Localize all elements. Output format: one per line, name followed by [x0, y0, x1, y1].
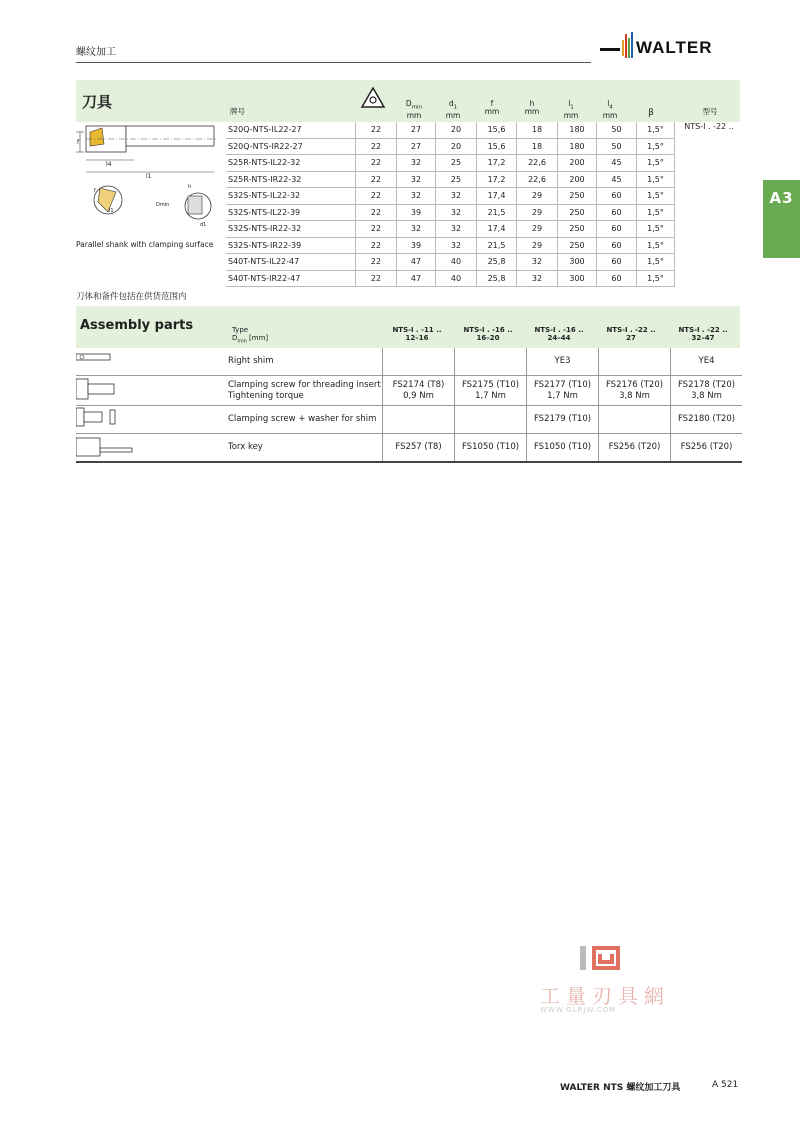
- h-cell: 22,6: [517, 171, 558, 188]
- l4-cell: 50: [597, 122, 637, 138]
- type-cell: [675, 204, 744, 221]
- l1-cell: 250: [558, 237, 597, 254]
- dmin-cell: 32: [397, 155, 436, 172]
- part-number-cell: [599, 406, 671, 434]
- l1-cell: 250: [558, 204, 597, 221]
- header-category: 螺纹加工: [76, 47, 116, 58]
- part-number-cell: FS1050 (T10): [527, 434, 599, 463]
- torx-key-icon: [76, 434, 228, 463]
- l1-cell: 250: [558, 188, 597, 205]
- beta-cell: 1,5°: [637, 237, 675, 254]
- beta-cell: 1,5°: [637, 188, 675, 205]
- col-f: f mm: [484, 99, 500, 116]
- designation-cell: S20Q-NTS-IL22-27: [226, 122, 356, 138]
- side-tab-label: A3: [769, 189, 794, 207]
- assembly-row: [76, 434, 742, 463]
- watermark-url: WWW.GLRJW.COM: [540, 1006, 617, 1014]
- designation-cell: S25R-NTS-IL22-32: [226, 155, 356, 172]
- designation-cell: S40T-NTS-IL22-47: [226, 254, 356, 271]
- h-cell: 29: [517, 237, 558, 254]
- dim-h-label: h: [188, 184, 192, 190]
- col-beta: β: [648, 108, 654, 118]
- l1-cell: 300: [558, 270, 597, 287]
- dim-l1-label: l1: [146, 173, 152, 180]
- type-label: Type $D_{min}$ [mm]: [232, 326, 269, 345]
- tool-row: [226, 254, 743, 271]
- assembly-parts-table: [76, 348, 742, 463]
- part-number-cell: FS2179 (T10): [527, 406, 599, 434]
- designation-cell: S40T-NTS-IR22-47: [226, 270, 356, 287]
- tool-row: [226, 122, 743, 138]
- part-number-cell: [455, 348, 527, 376]
- part-number-cell: FS2176 (T20) 3,8 Nm: [599, 376, 671, 406]
- f-cell: 17,2: [477, 155, 517, 172]
- assembly-col-header: NTS-I . -16 .. 24–44: [534, 326, 584, 342]
- page-number: A 521: [712, 1080, 739, 1090]
- f-cell: 25,8: [477, 270, 517, 287]
- d1-cell: 20: [436, 122, 477, 138]
- insert-cell: 22: [356, 221, 397, 238]
- tool-row: [226, 270, 743, 287]
- dmin-cell: 27: [397, 138, 436, 155]
- h-cell: 32: [517, 270, 558, 287]
- f-cell: 15,6: [477, 122, 517, 138]
- insert-triangle-icon: [360, 86, 386, 110]
- l1-cell: 180: [558, 122, 597, 138]
- header-rule: [76, 62, 591, 63]
- beta-cell: 1,5°: [637, 171, 675, 188]
- l4-cell: 60: [597, 188, 637, 205]
- type-cell: [675, 270, 744, 287]
- beta-cell: 1,5°: [637, 270, 675, 287]
- logo-text: WALTER: [636, 38, 713, 57]
- assembly-col-header: NTS-I . -22 .. 32–47: [678, 326, 728, 342]
- l4-cell: 60: [597, 221, 637, 238]
- type-cell: [675, 171, 744, 188]
- f-cell: 15,6: [477, 138, 517, 155]
- footer-title: WALTER NTS 螺纹加工刀具: [560, 1083, 681, 1093]
- col-designation: 牌号: [230, 107, 245, 116]
- screw-washer-icon: [76, 406, 228, 434]
- type-cell: [675, 254, 744, 271]
- dim-f-label: f: [77, 139, 80, 146]
- insert-cell: 22: [356, 188, 397, 205]
- part-number-cell: YE4: [671, 348, 743, 376]
- h-cell: 18: [517, 138, 558, 155]
- part-number-cell: [383, 348, 455, 376]
- part-number-cell: FS256 (T20): [671, 434, 743, 463]
- tool-row: [226, 204, 743, 221]
- dmin-cell: 39: [397, 204, 436, 221]
- f-cell: 17,4: [477, 221, 517, 238]
- h-cell: 32: [517, 254, 558, 271]
- assembly-row: [76, 406, 742, 434]
- clamping-screw-icon: [76, 376, 228, 406]
- assembly-col-header: NTS-I . -11 .. 12–16: [392, 326, 442, 342]
- section2-title: Assembly parts: [80, 318, 194, 333]
- beta-cell: 1,5°: [637, 122, 675, 138]
- type-cell: [675, 221, 744, 238]
- part-name: Clamping screw + washer for shim: [228, 414, 377, 424]
- beta-cell: 1,5°: [637, 221, 675, 238]
- dim-d1-label: d1: [200, 222, 207, 228]
- dmin-cell: 27: [397, 122, 436, 138]
- walter-logo: [600, 26, 740, 62]
- part-name: Clamping screw for threading insert Tightening torque: [228, 379, 381, 401]
- col-h: h mm: [524, 99, 540, 116]
- type-cell: [675, 138, 744, 155]
- l4-cell: 45: [597, 171, 637, 188]
- part-number-cell: FS2177 (T10) 1,7 Nm: [527, 376, 599, 406]
- side-tab: [763, 180, 800, 258]
- f-cell: 17,4: [477, 188, 517, 205]
- beta-cell: 1,5°: [637, 204, 675, 221]
- assembly-row: [76, 376, 742, 406]
- l1-cell: 250: [558, 221, 597, 238]
- d1-cell: 25: [436, 155, 477, 172]
- dmin-cell: 32: [397, 171, 436, 188]
- watermark-logo: [578, 944, 624, 972]
- designation-cell: S32S-NTS-IR22-32: [226, 221, 356, 238]
- part-number-cell: YE3: [527, 348, 599, 376]
- designation-cell: S32S-NTS-IL22-39: [226, 204, 356, 221]
- part-number-cell: [455, 406, 527, 434]
- insert-cell: 22: [356, 237, 397, 254]
- dmin-cell: 32: [397, 188, 436, 205]
- h-cell: 29: [517, 204, 558, 221]
- designation-cell: S25R-NTS-IR22-32: [226, 171, 356, 188]
- part-number-cell: FS1050 (T10): [455, 434, 527, 463]
- l1-cell: 200: [558, 155, 597, 172]
- col-l4: $l_4$ mm: [602, 99, 618, 120]
- dim-f-small-label: f: [94, 188, 96, 194]
- l4-cell: 60: [597, 254, 637, 271]
- part-number-cell: FS256 (T20): [599, 434, 671, 463]
- beta-cell: 1,5°: [637, 138, 675, 155]
- part-name: Torx key: [228, 442, 263, 452]
- dmin-cell: 32: [397, 221, 436, 238]
- drawing-caption: Parallel shank with clamping surface: [76, 240, 214, 249]
- part-number-cell: FS2175 (T10) 1,7 Nm: [455, 376, 527, 406]
- col-type: 型号: [702, 107, 718, 116]
- tool-row: [226, 171, 743, 188]
- d1-cell: 40: [436, 254, 477, 271]
- d1-cell: 32: [436, 221, 477, 238]
- f-cell: 25,8: [477, 254, 517, 271]
- l4-cell: 60: [597, 237, 637, 254]
- designation-cell: S32S-NTS-IR22-39: [226, 237, 356, 254]
- part-number-cell: FS2178 (T20) 3,8 Nm: [671, 376, 743, 406]
- part-number-cell: [599, 348, 671, 376]
- l1-cell: 300: [558, 254, 597, 271]
- insert-cell: 22: [356, 138, 397, 155]
- designation-cell: S32S-NTS-IL22-32: [226, 188, 356, 205]
- l4-cell: 60: [597, 270, 637, 287]
- dmin-cell: 47: [397, 254, 436, 271]
- f-cell: 17,2: [477, 171, 517, 188]
- d1-cell: 25: [436, 171, 477, 188]
- l4-cell: 50: [597, 138, 637, 155]
- tool-row: [226, 138, 743, 155]
- insert-cell: 22: [356, 155, 397, 172]
- tool-row: [226, 237, 743, 254]
- insert-cell: 22: [356, 171, 397, 188]
- assembly-col-header: NTS-I . -22 .. 27: [606, 326, 656, 342]
- shim-icon: [76, 348, 228, 376]
- beta-cell: 1,5°: [637, 155, 675, 172]
- insert-cell: 22: [356, 270, 397, 287]
- d1-cell: 32: [436, 237, 477, 254]
- col-d1: $d_1$ mm: [445, 99, 461, 120]
- h-cell: 29: [517, 188, 558, 205]
- col-dmin: $D_{min}$ mm: [405, 99, 423, 120]
- tool-drawing: [76, 122, 221, 232]
- tool-row: [226, 155, 743, 172]
- l1-cell: 200: [558, 171, 597, 188]
- type-cell: [675, 155, 744, 172]
- section1-title: 刀具: [82, 93, 113, 111]
- h-cell: 18: [517, 122, 558, 138]
- d1-cell: 32: [436, 188, 477, 205]
- l4-cell: 45: [597, 155, 637, 172]
- watermark-text: 工量刃具網: [540, 984, 670, 1008]
- dim-dmin-label: Dmin: [156, 202, 170, 208]
- d1-cell: 40: [436, 270, 477, 287]
- insert-cell: 22: [356, 204, 397, 221]
- tool-row: [226, 221, 743, 238]
- type-cell: [675, 237, 744, 254]
- part-number-cell: FS2180 (T20): [671, 406, 743, 434]
- assembly-col-header: NTS-I . -16 .. 16–20: [463, 326, 513, 342]
- delivery-note: 刀体和备件包括在供货范围内: [76, 292, 187, 302]
- d1-cell: 20: [436, 138, 477, 155]
- tool-spec-table: [226, 122, 743, 287]
- dmin-cell: 39: [397, 237, 436, 254]
- h-cell: 22,6: [517, 155, 558, 172]
- d1-cell: 32: [436, 204, 477, 221]
- dmin-cell: 47: [397, 270, 436, 287]
- tool-row: [226, 188, 743, 205]
- col-l1: $l_1$ mm: [563, 99, 579, 120]
- type-cell: NTS-I . -22 ..: [684, 122, 734, 131]
- l1-cell: 180: [558, 138, 597, 155]
- assembly-row: [76, 348, 742, 376]
- type-cell: [675, 188, 744, 205]
- dim-l4-label: l4: [106, 161, 112, 168]
- f-cell: 21,5: [477, 237, 517, 254]
- insert-cell: 22: [356, 254, 397, 271]
- part-name: Right shim: [228, 356, 274, 366]
- h-cell: 29: [517, 221, 558, 238]
- part-number-cell: [383, 406, 455, 434]
- dim-l1-small-label: l1: [109, 208, 114, 214]
- l4-cell: 60: [597, 204, 637, 221]
- insert-cell: 22: [356, 122, 397, 138]
- part-number-cell: FS2174 (T8) 0,9 Nm: [383, 376, 455, 406]
- part-number-cell: FS257 (T8): [383, 434, 455, 463]
- beta-cell: 1,5°: [637, 254, 675, 271]
- f-cell: 21,5: [477, 204, 517, 221]
- designation-cell: S20Q-NTS-IR22-27: [226, 138, 356, 155]
